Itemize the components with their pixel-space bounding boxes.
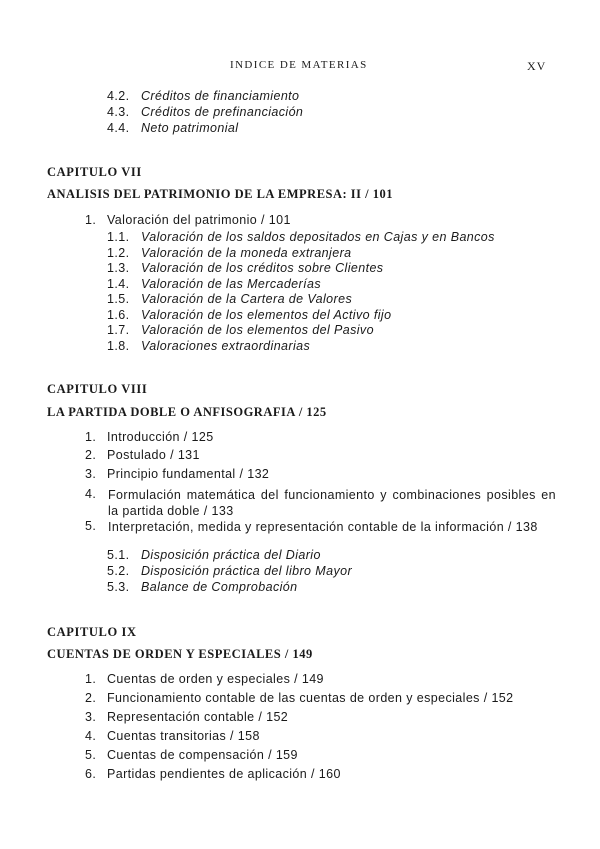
list-item: 5. Cuentas de compensación / 159 — [85, 748, 298, 762]
chapter-label: CAPITULO VII — [47, 165, 142, 179]
list-item: 4.3. Créditos de prefinanciación — [107, 105, 304, 119]
list-item-number: 4. — [85, 487, 97, 501]
list-item: 1. Introducción / 125 — [85, 430, 214, 444]
list-item: 1.7. Valoración de los elementos del Pasivo — [107, 323, 374, 337]
list-item: 5.1. Disposición práctica del Diario — [107, 548, 321, 562]
chapter-title: ANALISIS DEL PATRIMONIO DE LA EMPRESA: II / 101 — [47, 187, 394, 201]
chapter-title: LA PARTIDA DOBLE O ANFISOGRAFIA / 125 — [47, 405, 327, 419]
list-item: 5.2. Disposición práctica del libro Mayor — [107, 564, 353, 578]
chapter-title: CUENTAS DE ORDEN Y ESPECIALES / 149 — [47, 647, 313, 661]
list-item-number: 5. — [85, 519, 97, 533]
list-item-text: Interpretación, medida y representación contable de la información / 138 — [108, 520, 538, 534]
list-item: 1.1. Valoración de los saldos depositados en Cajas y en Bancos — [107, 230, 495, 244]
list-item: 6. Partidas pendientes de aplicación / 160 — [85, 767, 341, 781]
list-item: 1.5. Valoración de la Cartera de Valores — [107, 292, 353, 306]
chapter-label: CAPITULO IX — [47, 625, 137, 639]
list-item: 4. Cuentas transitorias / 158 — [85, 729, 260, 743]
list-item: 4.2. Créditos de financiamiento — [107, 89, 300, 103]
list-item: 1.2. Valoración de la moneda extranjera — [107, 246, 352, 260]
list-item: 5.3. Balance de Comprobación — [107, 580, 298, 594]
list-item: 3. Principio fundamental / 132 — [85, 467, 270, 481]
list-item-text: Formulación matemática del funcionamiento y combinaciones posibles en la partida doble / 133 — [108, 488, 556, 518]
list-item: 1. Cuentas de orden y especiales / 149 — [85, 672, 324, 686]
running-title: INDICE DE MATERIAS — [230, 59, 368, 71]
list-item: 1.6. Valoración de los elementos del Activo fijo — [107, 308, 392, 322]
list-item: 3. Representación contable / 152 — [85, 710, 289, 724]
page-number: XV — [527, 59, 547, 73]
list-item: 4.4. Neto patrimonial — [107, 121, 239, 135]
list-item: 1. Valoración del patrimonio / 101 — [85, 213, 291, 227]
list-item: 1.4. Valoración de las Mercaderías — [107, 277, 321, 291]
list-item: 2. Funcionamiento contable de las cuentas de orden y especiales / 152 — [85, 691, 514, 705]
list-item: 1.8. Valoraciones extraordinarias — [107, 339, 311, 353]
list-item: 1.3. Valoración de los créditos sobre Clientes — [107, 261, 384, 275]
list-item: 2. Postulado / 131 — [85, 448, 200, 462]
chapter-label: CAPITULO VIII — [47, 382, 148, 396]
running-header — [0, 59, 600, 75]
